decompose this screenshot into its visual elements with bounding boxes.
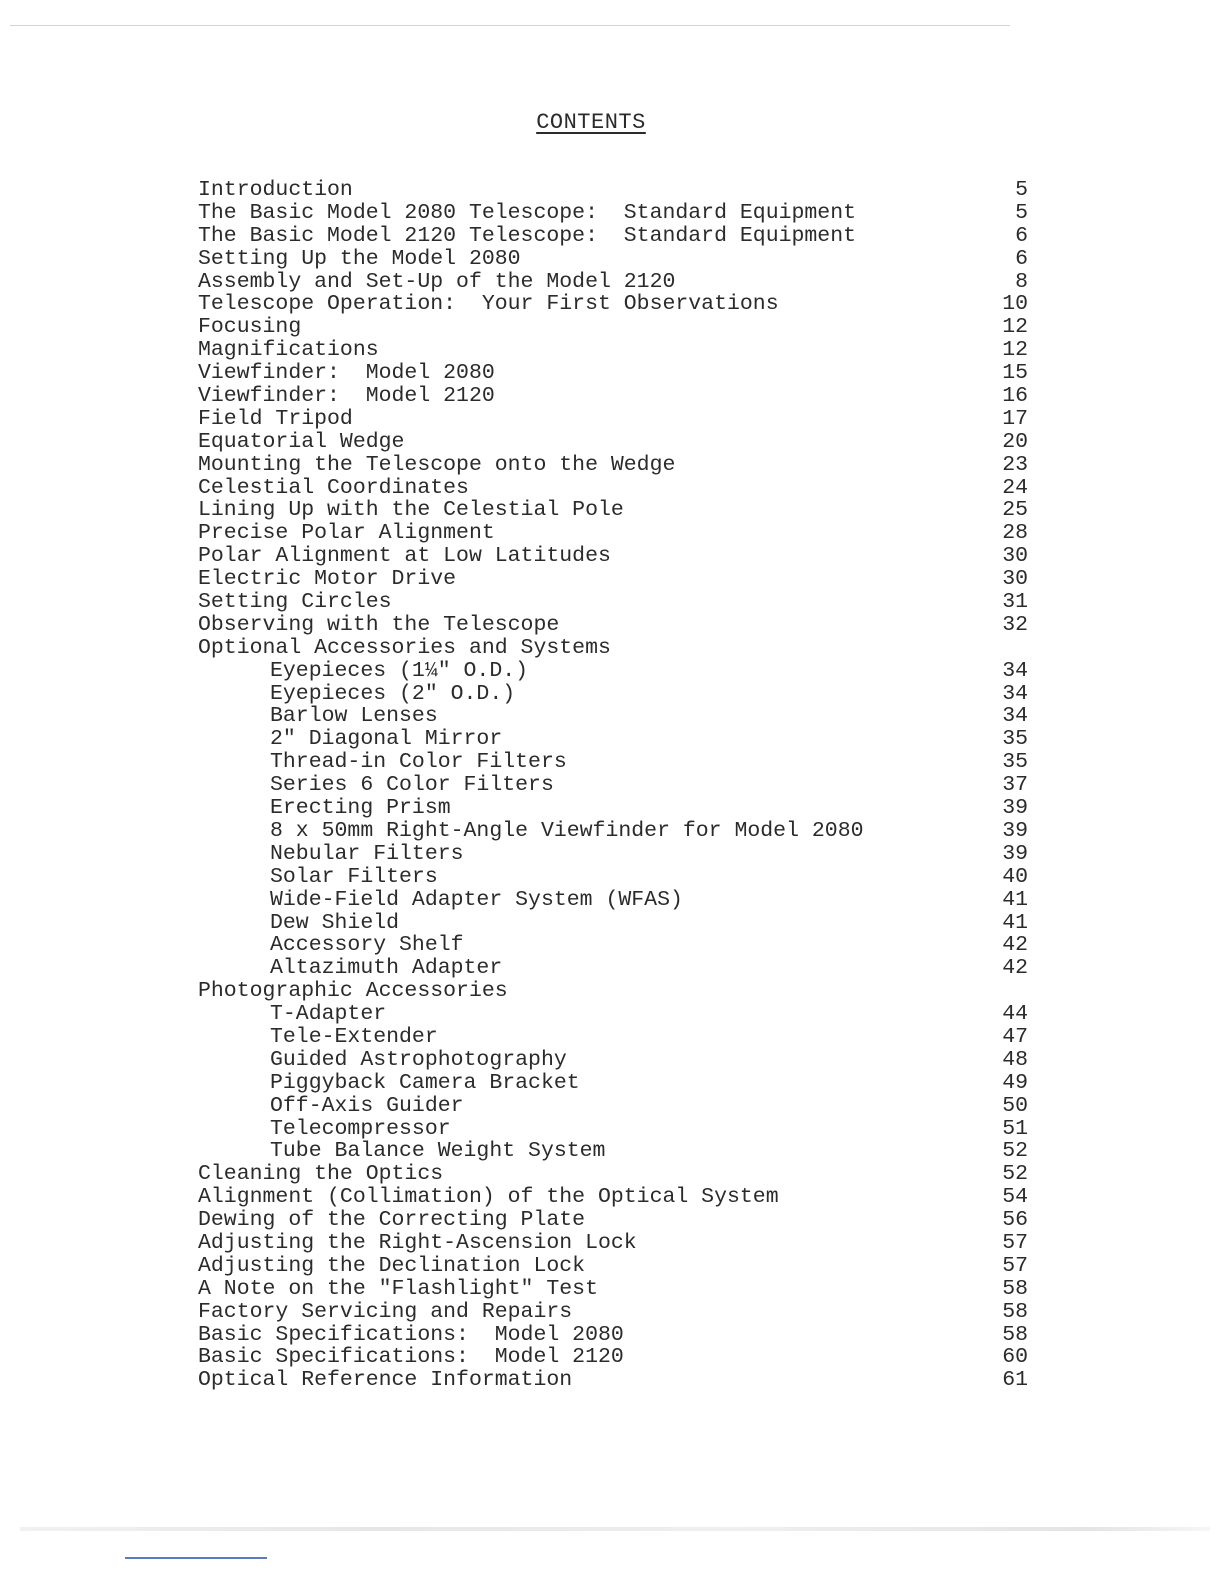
toc-entry-label: 2" Diagonal Mirror (270, 727, 503, 752)
toc-entry-page: 35 (1002, 727, 1028, 752)
toc-sub-entry (198, 1003, 1028, 1026)
toc-entry-page: 24 (1002, 475, 1028, 500)
toc-sub-entry (198, 1026, 1028, 1049)
top-edge-rule (10, 25, 1010, 26)
toc-entry-label: Telecompressor (270, 1116, 451, 1141)
toc-entry-page: 56 (1002, 1208, 1028, 1233)
toc-entry-page: 30 (1002, 567, 1028, 592)
toc-sub-entry (198, 705, 1028, 728)
toc-sub-entry (198, 1095, 1028, 1118)
toc-entry-label: A Note on the "Flashlight" Test (198, 1276, 598, 1301)
toc-entry (198, 522, 1028, 545)
toc-entry-page: 48 (1002, 1047, 1028, 1072)
toc-entry (198, 293, 1028, 316)
toc-entry-page: 58 (1002, 1299, 1028, 1324)
toc-entry-page: 57 (1002, 1253, 1028, 1278)
toc-entry-page: 52 (1002, 1139, 1028, 1164)
toc-entry-page: 49 (1002, 1070, 1028, 1095)
toc-sub-entry (198, 1072, 1028, 1095)
toc-entry-page: 10 (1002, 292, 1028, 317)
toc-entry (198, 248, 1028, 271)
toc-entry-page: 30 (1002, 544, 1028, 569)
toc-entry (198, 1324, 1028, 1347)
toc-sub-entry (198, 1118, 1028, 1141)
toc-entry-label: Viewfinder: Model 2080 (198, 361, 495, 386)
toc-entry-page: 25 (1002, 498, 1028, 523)
toc-entry-page: 15 (1002, 361, 1028, 386)
toc-entry (198, 591, 1028, 614)
toc-entry-page: 41 (1002, 910, 1028, 935)
toc-sub-entry (198, 660, 1028, 683)
toc-entry (198, 316, 1028, 339)
toc-entry-label: Wide-Field Adapter System (WFAS) (270, 887, 683, 912)
toc-entry-label: Electric Motor Drive (198, 567, 457, 592)
table-of-contents (198, 179, 1028, 1392)
toc-entry-label: Erecting Prism (270, 796, 451, 821)
toc-entry-page: 6 (1015, 246, 1028, 271)
toc-entry-label: Optional Accessories and Systems (198, 635, 611, 660)
toc-entry-label: Piggyback Camera Bracket (270, 1070, 580, 1095)
toc-entry-page: 42 (1002, 956, 1028, 981)
toc-entry-label: Tele-Extender (270, 1024, 438, 1049)
toc-sub-entry (198, 683, 1028, 706)
toc-entry-label: Precise Polar Alignment (198, 521, 495, 546)
toc-entry-page: 61 (1002, 1368, 1028, 1393)
toc-entry (198, 385, 1028, 408)
toc-entry-label: Setting Circles (198, 590, 392, 615)
toc-entry-label: Accessory Shelf (270, 933, 464, 958)
toc-entry-label: Barlow Lenses (270, 704, 438, 729)
toc-sub-entry (198, 843, 1028, 866)
toc-entry-page: 20 (1002, 429, 1028, 454)
toc-entry-page: 39 (1002, 796, 1028, 821)
toc-entry-page: 47 (1002, 1024, 1028, 1049)
toc-entry-label: Viewfinder: Model 2120 (198, 384, 495, 409)
toc-section-heading (198, 637, 1028, 660)
toc-entry (198, 1278, 1028, 1301)
toc-sub-entry (198, 728, 1028, 751)
toc-entry-page: 37 (1002, 773, 1028, 798)
toc-sub-entry (198, 751, 1028, 774)
toc-entry (198, 362, 1028, 385)
toc-entry (198, 1346, 1028, 1369)
toc-entry-label: Dew Shield (270, 910, 400, 935)
toc-sub-entry (198, 797, 1028, 820)
toc-entry-label: Eyepieces (1¼" O.D.) (270, 658, 529, 683)
page-edge-mark (125, 1557, 267, 1559)
toc-entry-label: Dewing of the Correcting Plate (198, 1208, 586, 1233)
toc-entry-label: The Basic Model 2120 Telescope: Standard Equipment (198, 223, 857, 248)
toc-sub-entry (198, 774, 1028, 797)
toc-entry-label: Basic Specifications: Model 2080 (198, 1322, 624, 1347)
toc-entry-label: Off-Axis Guider (270, 1093, 464, 1118)
toc-entry-page: 54 (1002, 1185, 1028, 1210)
toc-entry-page: 52 (1002, 1162, 1028, 1187)
page-title: CONTENTS (536, 110, 646, 135)
toc-sub-entry (198, 1049, 1028, 1072)
toc-entry-label: Telescope Operation: Your First Observations (198, 292, 779, 317)
toc-entry-label: Mounting the Telescope onto the Wedge (198, 452, 676, 477)
toc-entry-label: Tube Balance Weight System (270, 1139, 606, 1164)
toc-entry-label: Cleaning the Optics (198, 1162, 444, 1187)
toc-entry-label: 8 x 50mm Right-Angle Viewfinder for Model 2080 (270, 818, 864, 843)
toc-entry-page: 60 (1002, 1345, 1028, 1370)
toc-entry (198, 477, 1028, 500)
toc-entry (198, 202, 1028, 225)
toc-entry (198, 1232, 1028, 1255)
toc-entry-label: Nebular Filters (270, 841, 464, 866)
toc-entry-page: 12 (1002, 315, 1028, 340)
toc-entry (198, 408, 1028, 431)
toc-entry-page: 34 (1002, 658, 1028, 683)
toc-entry-page: 32 (1002, 612, 1028, 637)
toc-entry-page: 34 (1002, 681, 1028, 706)
toc-entry-page: 44 (1002, 1002, 1028, 1027)
toc-entry-label: T-Adapter (270, 1002, 387, 1027)
toc-entry-label: Adjusting the Right-Ascension Lock (198, 1230, 637, 1255)
toc-entry-label: Series 6 Color Filters (270, 773, 554, 798)
toc-entry-label: Photographic Accessories (198, 979, 508, 1004)
toc-entry (198, 499, 1028, 522)
toc-entry-label: Solar Filters (270, 864, 438, 889)
toc-entry-page: 35 (1002, 750, 1028, 775)
toc-entry (198, 1163, 1028, 1186)
toc-section-heading (198, 980, 1028, 1003)
toc-entry-label: Equatorial Wedge (198, 429, 405, 454)
toc-entry (198, 1209, 1028, 1232)
toc-entry-page: 16 (1002, 384, 1028, 409)
toc-entry-label: Introduction (198, 178, 353, 202)
toc-entry-page: 5 (1015, 200, 1028, 225)
toc-entry-page: 42 (1002, 933, 1028, 958)
toc-entry-page: 28 (1002, 521, 1028, 546)
toc-entry-page: 51 (1002, 1116, 1028, 1141)
toc-entry (198, 545, 1028, 568)
toc-entry (198, 225, 1028, 248)
toc-entry-page: 57 (1002, 1230, 1028, 1255)
toc-entry-label: Assembly and Set-Up of the Model 2120 (198, 269, 676, 294)
toc-entry-label: Celestial Coordinates (198, 475, 469, 500)
toc-entry-label: Lining Up with the Celestial Pole (198, 498, 624, 523)
toc-entry (198, 1255, 1028, 1278)
toc-sub-entry (198, 889, 1028, 912)
toc-sub-entry (198, 934, 1028, 957)
toc-entry-page: 50 (1002, 1093, 1028, 1118)
toc-sub-entry (198, 1140, 1028, 1163)
toc-entry-page: 6 (1015, 223, 1028, 248)
toc-entry-label: Eyepieces (2" O.D.) (270, 681, 516, 706)
toc-entry-label: Setting Up the Model 2080 (198, 246, 521, 271)
toc-entry-page: 39 (1002, 818, 1028, 843)
toc-entry-page: 5 (1015, 178, 1028, 202)
toc-entry-page: 34 (1002, 704, 1028, 729)
toc-entry (198, 568, 1028, 591)
toc-entry-label: Adjusting the Declination Lock (198, 1253, 586, 1278)
toc-sub-entry (198, 957, 1028, 980)
toc-entry-page: 8 (1015, 269, 1028, 294)
toc-entry (198, 271, 1028, 294)
toc-entry-label: Observing with the Telescope (198, 612, 560, 637)
toc-entry-label: Factory Servicing and Repairs (198, 1299, 573, 1324)
toc-entry (198, 1301, 1028, 1324)
toc-entry-page: 41 (1002, 887, 1028, 912)
toc-entry-label: Magnifications (198, 338, 379, 363)
toc-entry-label: Focusing (198, 315, 302, 340)
toc-sub-entry (198, 912, 1028, 935)
toc-entry (198, 614, 1028, 637)
toc-entry-page: 58 (1002, 1322, 1028, 1347)
toc-sub-entry (198, 866, 1028, 889)
toc-entry-page: 58 (1002, 1276, 1028, 1301)
toc-entry-label: Basic Specifications: Model 2120 (198, 1345, 624, 1370)
toc-entry (198, 454, 1028, 477)
toc-entry-page: 40 (1002, 864, 1028, 889)
toc-entry-label: The Basic Model 2080 Telescope: Standard Equipment (198, 200, 857, 225)
toc-sub-entry (198, 820, 1028, 843)
toc-entry-label: Altazimuth Adapter (270, 956, 503, 981)
toc-entry (198, 339, 1028, 362)
toc-entry (198, 1186, 1028, 1209)
toc-entry-page: 39 (1002, 841, 1028, 866)
toc-entry-page: 17 (1002, 406, 1028, 431)
toc-entry-page: 31 (1002, 590, 1028, 615)
toc-entry-label: Guided Astrophotography (270, 1047, 567, 1072)
toc-entry-label: Thread-in Color Filters (270, 750, 567, 775)
toc-entry-page: 23 (1002, 452, 1028, 477)
toc-entry (198, 179, 1028, 202)
toc-entry-label: Alignment (Collimation) of the Optical System (198, 1185, 779, 1210)
toc-entry-label: Polar Alignment at Low Latitudes (198, 544, 611, 569)
toc-entry-label: Field Tripod (198, 406, 353, 431)
toc-entry (198, 1369, 1028, 1392)
toc-entry-label: Optical Reference Information (198, 1368, 573, 1393)
toc-entry-page: 12 (1002, 338, 1028, 363)
scan-artifact (20, 1527, 1210, 1531)
toc-entry (198, 431, 1028, 454)
